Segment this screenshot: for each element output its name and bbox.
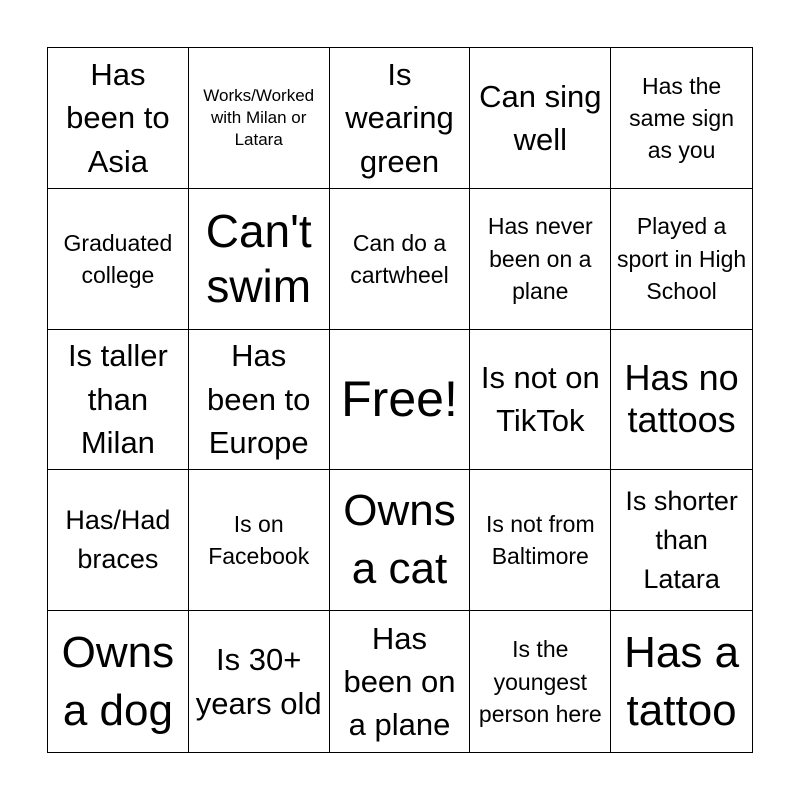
bingo-cell-label: Has been to Europe [206, 338, 311, 461]
bingo-board [47, 47, 753, 753]
bingo-cell-r5-c5[interactable] [611, 611, 752, 752]
bingo-cell-r4-c2[interactable] [189, 470, 330, 611]
bingo-cell-label: Has the same sign as you [629, 72, 734, 163]
bingo-cell-label: Is not on TikTok [480, 360, 600, 439]
bingo-cell-label: Is on Facebook [208, 511, 310, 570]
bingo-cell-label: Is the youngest person here [478, 636, 602, 727]
bingo-cell-label: Free! [341, 370, 458, 427]
bingo-cell-r2-c2[interactable] [189, 189, 330, 330]
bingo-cell-label: Owns a dog [61, 627, 175, 735]
bingo-cell-r2-c3[interactable] [330, 189, 471, 330]
bingo-cell-r3-c4[interactable] [470, 330, 611, 471]
bingo-cell-label: Is taller than Milan [67, 338, 168, 461]
bingo-cell-label: Works/Worked with Milan or Latara [203, 85, 315, 149]
bingo-cell-r5-c1[interactable] [48, 611, 189, 752]
bingo-cell-label: Is not from Baltimore [485, 511, 595, 570]
bingo-cell-label: Has been on a plane [343, 620, 456, 743]
bingo-cell-r5-c2[interactable] [189, 611, 330, 752]
bingo-cell-label: Can't swim [205, 204, 312, 312]
bingo-cell-r1-c4[interactable] [470, 48, 611, 189]
bingo-cell-r4-c5[interactable] [611, 470, 752, 611]
bingo-cell-label: Can do a cartwheel [350, 229, 449, 288]
bingo-cell-r2-c1[interactable] [48, 189, 189, 330]
bingo-cell-r3-c5[interactable] [611, 330, 752, 471]
bingo-cell-label: Is 30+ years old [195, 642, 322, 721]
bingo-cell-label: Is shorter than Latara [625, 485, 738, 594]
bingo-cell-label: Has been to Asia [66, 56, 170, 179]
bingo-cell-label: Has never been on a plane [487, 213, 593, 304]
bingo-cell-label: Owns a cat [343, 486, 456, 594]
bingo-cell-label: Is wearing green [345, 56, 454, 179]
bingo-cell-r1-c1[interactable] [48, 48, 189, 189]
bingo-cell-r4-c1[interactable] [48, 470, 189, 611]
bingo-cell-label: Has/Had braces [65, 505, 171, 575]
bingo-cell-r1-c5[interactable] [611, 48, 752, 189]
bingo-cell-r4-c3[interactable] [330, 470, 471, 611]
bingo-cell-label: Graduated college [63, 229, 173, 288]
bingo-cell-r5-c4[interactable] [470, 611, 611, 752]
bingo-cell-r4-c4[interactable] [470, 470, 611, 611]
bingo-cell-r5-c3[interactable] [330, 611, 471, 752]
bingo-cell-label: Can sing well [479, 78, 602, 157]
bingo-cell-label: Has no tattoos [624, 357, 739, 441]
bingo-cell-label: Has a tattoo [624, 627, 740, 735]
bingo-cell-r3-c2[interactable] [189, 330, 330, 471]
bingo-cell-r1-c3[interactable] [330, 48, 471, 189]
bingo-cell-r1-c2[interactable] [189, 48, 330, 189]
bingo-cell-label: Played a sport in High School [617, 213, 747, 304]
bingo-cell-r2-c5[interactable] [611, 189, 752, 330]
bingo-cell-r3-c1[interactable] [48, 330, 189, 471]
bingo-cell-r3-c3[interactable] [330, 330, 471, 471]
bingo-cell-r2-c4[interactable] [470, 189, 611, 330]
